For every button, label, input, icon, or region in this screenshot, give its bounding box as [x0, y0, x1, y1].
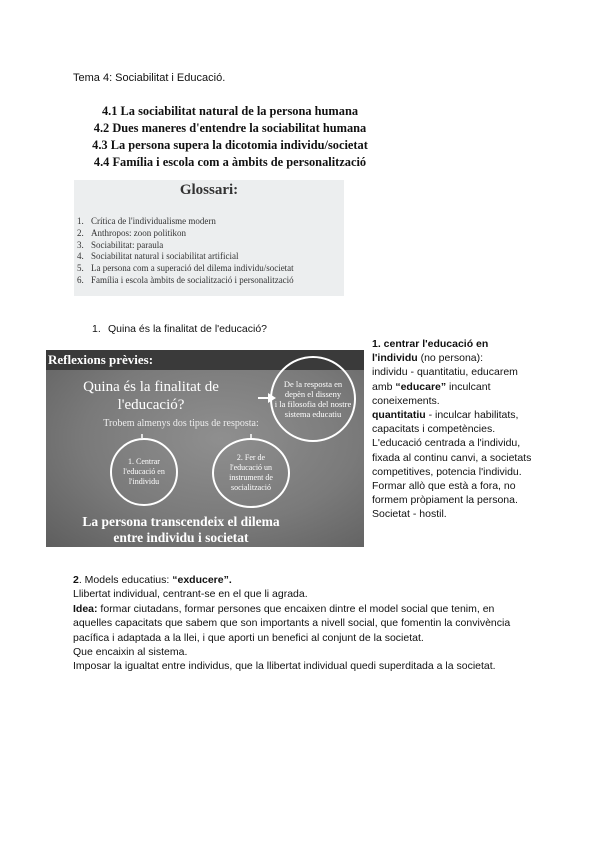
circle-option-2: 2. Fer de l'educació un instrument de socialització — [212, 438, 290, 508]
topic-title: Tema 4: Sociabilitat i Educació. — [73, 72, 226, 84]
section-2-idea: Idea: formar ciutadans, formar persones que encaixen dintre el model social que tenim, en aquelles capacitats que sabem que son importants a nivell social, que fomentin la convivència pacífica i adaptada a la llei, i que aporti un benefici al conjunt de la societat. — [73, 602, 511, 644]
slide-question: Quina és la finalitat de l'educació? — [83, 379, 219, 413]
answer-1-text — [372, 337, 534, 522]
toc-item-4-2: 4.2 Dues maneres d'entendre la sociabilitat humana — [93, 121, 367, 135]
glossary-list — [77, 216, 294, 287]
glossary-image — [74, 180, 344, 296]
answer-1-para: L'educació centrada a l'individu, fixada al continu canvi, a societats competitives, potencia l'individu. — [372, 437, 532, 478]
table-of-contents — [60, 103, 400, 171]
answer-1-line: individu - quantitatiu, educarem amb “educare” inculcant coneixements. — [372, 366, 518, 407]
section-2-title: 2. Models educatius: “exducere”. — [73, 574, 232, 586]
answer-1-para: Societat - hostil. — [372, 508, 447, 521]
answer-1-quant: quantitatiu - inculcar habilitats, capacitats i competències. — [372, 409, 519, 436]
circle-response: De la resposta en depèn el disseny i la filosofia del nostre sistema educatiu — [270, 356, 356, 442]
question-1: 1. Quina és la finalitat de l'educació? — [92, 323, 268, 335]
glossary-item: 4. Sociabilitat natural i sociabilitat artificial — [77, 251, 239, 262]
slide-conclusion: La persona transcendeix el dilema entre individu i societat — [82, 514, 280, 545]
answer-1-title: 1. centrar l'educació en l'individu (no persona): — [372, 338, 489, 365]
glossary-item: 5. La persona com a superació del dilema individu/societat — [77, 263, 294, 274]
glossary-item: 6. Família i escola àmbits de socialització i personalització — [77, 274, 294, 285]
glossary-item: 3. Sociabilitat: paraula — [77, 239, 164, 250]
toc-item-4-4: 4.4 Família i escola com a àmbits de personalització — [93, 155, 367, 169]
slide-subtitle: Trobem almenys dos tipus de resposta: — [103, 418, 259, 429]
section-2-line: Que encaixin al sistema. — [73, 646, 188, 659]
answer-1-para: Formar allò que està a fora, no formem pròpiament la persona. — [372, 480, 518, 507]
toc-item-4-3: 4.3 La persona supera la dicotomia individu/societat — [92, 138, 368, 152]
section-2 — [73, 573, 533, 674]
section-2-line: Imposar la igualtat entre individus, que la llibertat individual quedi superditada a la societat. — [73, 660, 496, 673]
slide-header: Reflexions prèvies: — [46, 350, 364, 370]
circle-option-1: 1. Centrar l'educació en l'individu — [110, 438, 178, 506]
glossary-item: 1. Crítica de l'individualisme modern — [77, 216, 216, 226]
glossary-item: 2. Anthropos: zoon politikon — [77, 227, 186, 238]
section-2-line: Llibertat individual, centrant-se en el que li agrada. — [73, 588, 308, 601]
glossary-title: Glossari: — [179, 182, 239, 198]
toc-item-4-1: 4.1 La sociabilitat natural de la persona humana — [101, 104, 359, 118]
reflection-slide-image — [46, 350, 364, 547]
